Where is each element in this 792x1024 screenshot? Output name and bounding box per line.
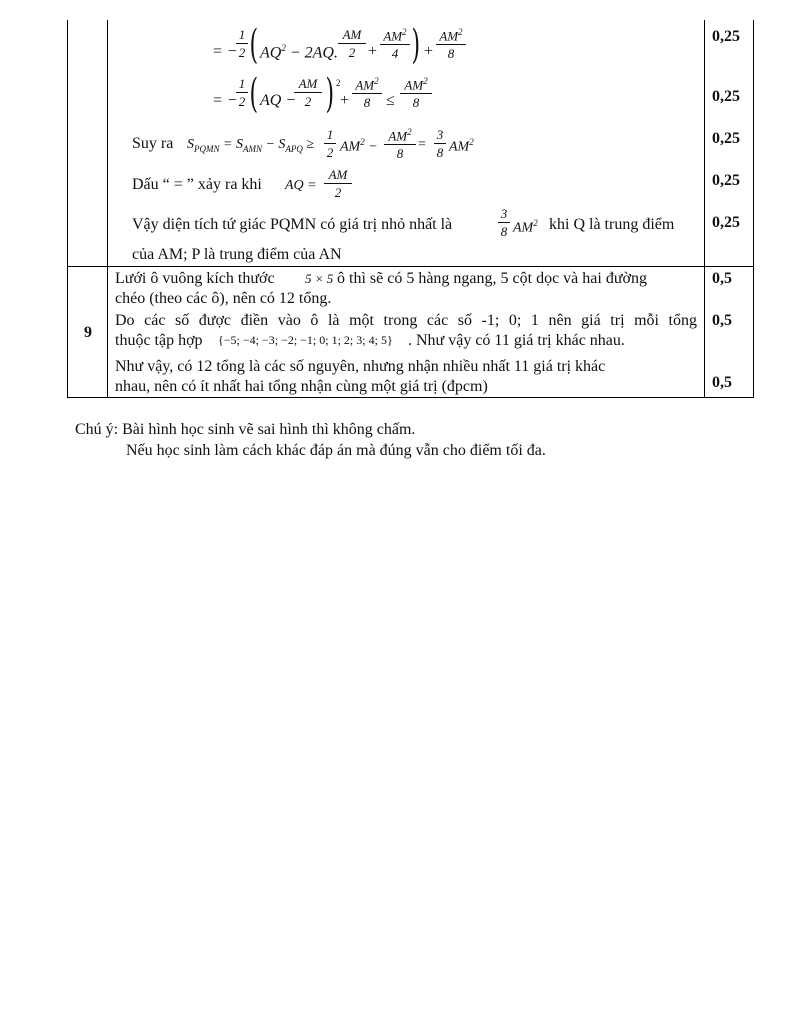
table-border-left	[67, 20, 68, 398]
score-line-2: 0,25	[712, 88, 740, 105]
score-q9-2: 0,5	[712, 312, 732, 329]
table-border-col2	[704, 20, 705, 398]
question-number: 9	[84, 324, 92, 341]
table-border-bottom	[67, 397, 754, 398]
score-q9-3: 0,5	[712, 374, 732, 391]
table-border-col1	[107, 20, 108, 398]
score-line-1: 0,25	[712, 28, 740, 45]
score-line-3: 0,25	[712, 130, 740, 147]
score-line-4: 0,25	[712, 172, 740, 189]
score-line-5: 0,25	[712, 214, 740, 231]
score-q9-1: 0,5	[712, 270, 732, 287]
table-row-divider	[67, 266, 754, 267]
table-border-right	[753, 20, 754, 398]
